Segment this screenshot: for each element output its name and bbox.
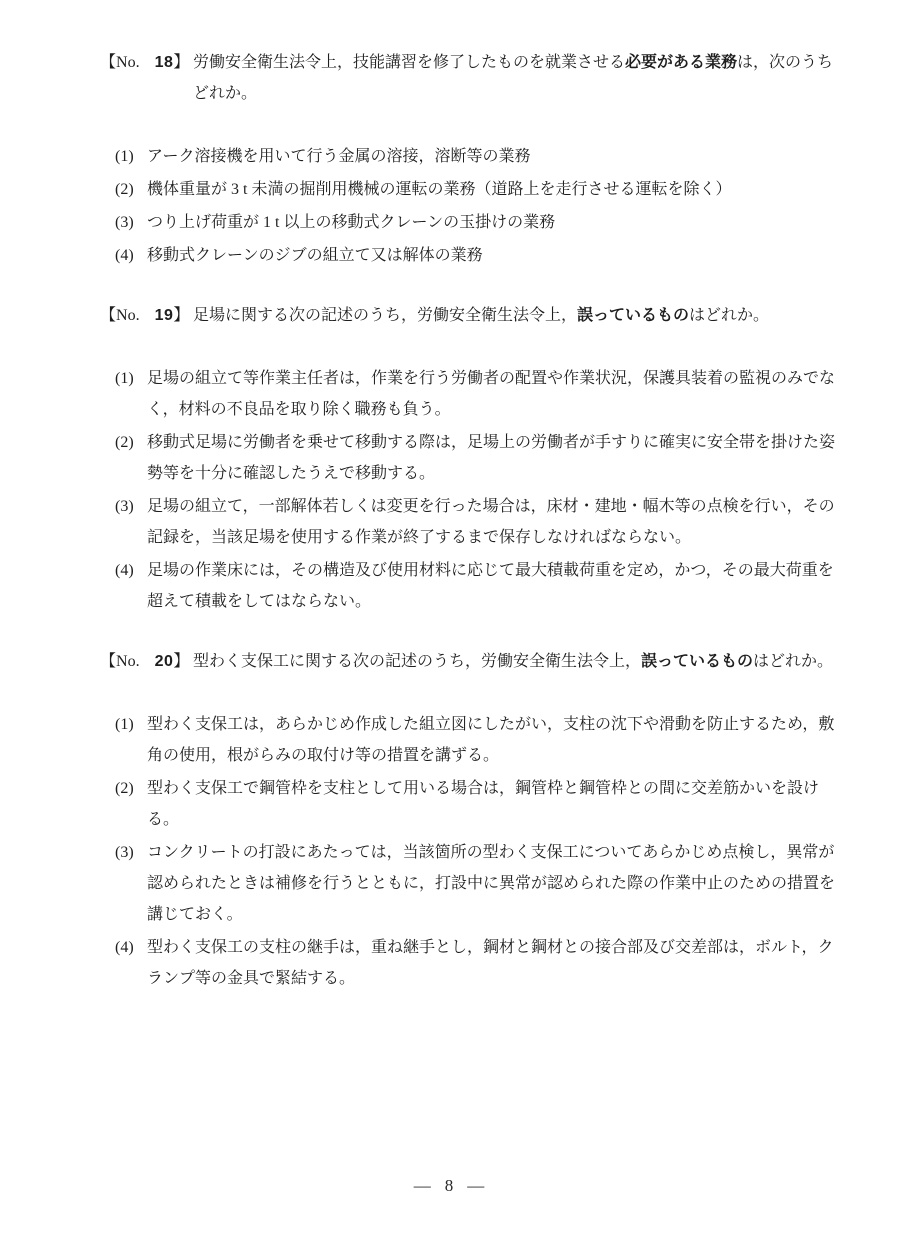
no-prefix: No. <box>116 307 140 324</box>
bracket-close: 】 <box>173 307 190 324</box>
option-number: (1) <box>115 148 134 165</box>
question-text-post: はどれか。 <box>753 653 834 670</box>
option-text: 移動式クレーンのジブの組立て又は解体の業務 <box>147 247 483 264</box>
question-20-number-label <box>100 646 193 677</box>
no-prefix: No. <box>116 54 140 71</box>
page-footer <box>0 1170 898 1201</box>
option-text: コンクリートの打設にあたっては，当該箇所の型わく支保工についてあらかじめ点検し，異常が認められたときは補修を行うとともに，打設中に異常が認められた際の作業中止のための措置を講じておく。 <box>147 844 836 923</box>
option-4 <box>115 555 841 617</box>
question-18-number-label <box>100 47 193 109</box>
option-1 <box>115 363 841 425</box>
page-number: 8 <box>444 1176 454 1195</box>
question-20-text <box>193 646 841 677</box>
option-number: (4) <box>115 562 134 579</box>
question-number: 19 <box>154 307 174 324</box>
question-20 <box>100 646 841 994</box>
option-number: (4) <box>115 939 134 956</box>
question-18-text <box>193 47 841 109</box>
question-18-header <box>100 47 841 109</box>
option-3 <box>115 491 841 553</box>
bracket-open: 【 <box>100 307 117 324</box>
option-number: (3) <box>115 214 134 231</box>
question-20-header <box>100 646 841 677</box>
footer-dash-left: — <box>413 1176 431 1195</box>
bracket-close: 】 <box>173 653 190 670</box>
question-19-number-label <box>100 300 193 331</box>
option-number: (2) <box>115 434 134 451</box>
option-text: 足場の組立て，一部解体若しくは変更を行った場合は，床材・建地・幅木等の点検を行い，その記録を，当該足場を使用する作業が終了するまで保存しなければならない。 <box>147 498 835 546</box>
option-text: 型わく支保工は，あらかじめ作成した組立図にしたがい，支柱の沈下や滑動を防止するため，敷角の使用，根がらみの取付け等の措置を講ずる。 <box>147 716 835 764</box>
option-text: アーク溶接機を用いて行う金属の溶接，溶断等の業務 <box>147 148 531 165</box>
option-3 <box>115 207 841 238</box>
question-text-pre: 労働安全衛生法令上，技能講習を修了したものを就業させる <box>193 54 626 71</box>
bracket-open: 【 <box>100 653 117 670</box>
question-18-options <box>115 141 841 271</box>
question-19-options <box>115 363 841 617</box>
no-prefix: No. <box>116 653 140 670</box>
question-text-pre: 足場に関する次の記述のうち，労働安全衛生法令上， <box>193 307 578 324</box>
question-number: 18 <box>154 54 174 71</box>
option-number: (3) <box>115 844 134 861</box>
option-number: (2) <box>115 181 134 198</box>
option-2 <box>115 773 841 835</box>
option-number: (1) <box>115 716 134 733</box>
option-text: 足場の作業床には，その構造及び使用材料に応じて最大積載荷重を定め，かつ，その最大荷重を超えて積載をしてはならない。 <box>147 562 834 610</box>
option-3 <box>115 837 841 930</box>
option-2 <box>115 174 841 205</box>
option-4 <box>115 932 841 994</box>
option-number: (2) <box>115 780 134 797</box>
option-4 <box>115 240 841 271</box>
option-2 <box>115 427 841 489</box>
option-text: つり上げ荷重が 1 t 以上の移動式クレーンの玉掛けの業務 <box>147 214 556 231</box>
bracket-close: 】 <box>173 54 190 71</box>
question-18 <box>100 47 841 271</box>
question-19-text <box>193 300 841 331</box>
option-number: (1) <box>115 370 134 387</box>
question-20-options <box>115 709 841 994</box>
question-text-pre: 型わく支保工に関する次の記述のうち，労働安全衛生法令上， <box>193 653 642 670</box>
question-text-bold: 必要がある業務 <box>625 54 738 71</box>
option-1 <box>115 141 841 172</box>
option-text: 機体重量が 3 t 未満の掘削用機械の運転の業務（道路上を走行させる運転を除く） <box>147 181 732 198</box>
option-text: 型わく支保工の支柱の継手は，重ね継手とし，鋼材と鋼材との接合部及び交差部は，ボルト，クランプ等の金具で緊結する。 <box>147 939 834 987</box>
bracket-open: 【 <box>100 54 117 71</box>
question-text-post: は，次のうちどれか。 <box>193 54 834 102</box>
question-19-header <box>100 300 841 331</box>
option-text: 型わく支保工で鋼管枠を支柱として用いる場合は，鋼管枠と鋼管枠との間に交差筋かいを設ける。 <box>147 780 820 828</box>
question-text-bold: 誤っているもの <box>641 653 754 670</box>
question-text-bold: 誤っているもの <box>577 307 690 324</box>
option-number: (4) <box>115 247 134 264</box>
option-number: (3) <box>115 498 134 515</box>
footer-dash-right: — <box>467 1176 485 1195</box>
option-text: 足場の組立て等作業主任者は，作業を行う労働者の配置や作業状況，保護具装着の監視のみでなく，材料の不良品を取り除く職務も負う。 <box>147 370 836 418</box>
option-text: 移動式足場に労働者を乗せて移動する際は，足場上の労働者が手すりに確実に安全帯を掛けた姿勢等を十分に確認したうえで移動する。 <box>147 434 836 482</box>
question-text-post: はどれか。 <box>689 307 770 324</box>
question-number: 20 <box>154 653 174 670</box>
option-1 <box>115 709 841 771</box>
question-19 <box>100 300 841 617</box>
